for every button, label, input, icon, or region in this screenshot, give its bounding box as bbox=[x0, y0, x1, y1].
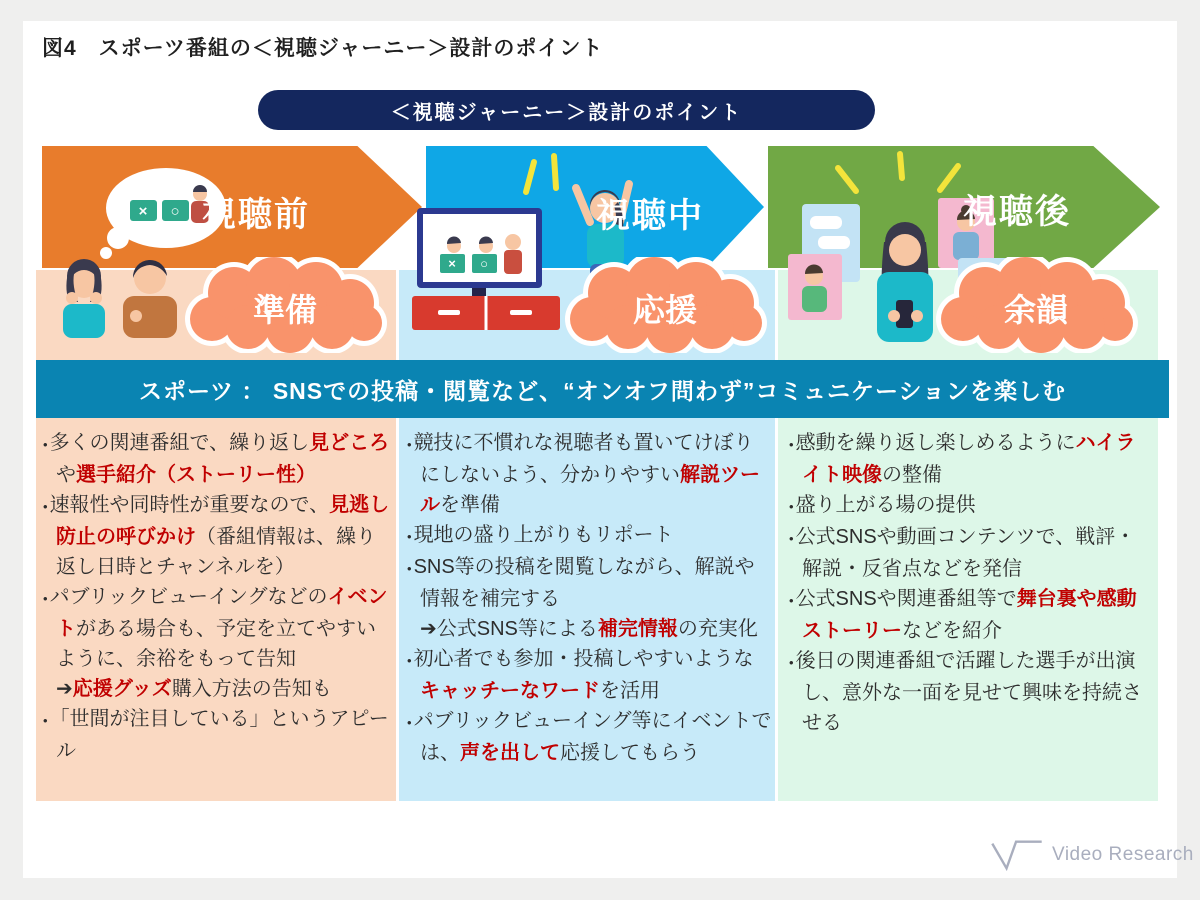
bullet-item bbox=[407, 552, 773, 614]
woman-watching-icon bbox=[63, 259, 105, 338]
woman-with-phone-icon bbox=[877, 222, 933, 342]
highlighted-text: 選手紹介（ストーリー性） bbox=[76, 464, 316, 486]
svg-text:○: ○ bbox=[170, 203, 180, 220]
bullet-item bbox=[43, 428, 393, 490]
body-text: 「世間が注目している」というアピール bbox=[49, 708, 389, 762]
highlighted-text: 舞台裏や感動ストーリー bbox=[802, 588, 1137, 642]
bullet-dot: • bbox=[789, 499, 794, 514]
bullet-item bbox=[789, 646, 1150, 738]
body-text: 応援してもらう bbox=[560, 742, 700, 764]
body-text: SNS等の投稿を閲覧しながら、解説や情報を補完する bbox=[413, 556, 755, 610]
bullet-item bbox=[43, 704, 393, 766]
bullet-dot: • bbox=[407, 529, 412, 544]
highlighted-text: イベント bbox=[56, 586, 388, 640]
bullet-dot: • bbox=[789, 531, 794, 546]
svg-text:×: × bbox=[448, 256, 456, 271]
body-text: パブリックビューイング等にイベントでは、 bbox=[413, 710, 772, 764]
highlighted-text: 解説ツール bbox=[420, 464, 760, 516]
body-text: 購入方法の告知も bbox=[171, 678, 332, 700]
cloud-preparation bbox=[182, 257, 387, 353]
tv-screen-icon bbox=[417, 208, 542, 296]
bullet-item bbox=[43, 582, 393, 674]
body-text: （番組情報は、繰り返し日時とチャンネルを） bbox=[56, 526, 376, 578]
body-text: の整備 bbox=[882, 464, 942, 486]
video-research-logo bbox=[990, 836, 1194, 874]
highlighted-text: キャッチーなワード bbox=[420, 680, 600, 702]
cloud-label-afterglow: 余韻 bbox=[1003, 292, 1069, 328]
body-text: 感動を繰り返し楽しめるように bbox=[795, 432, 1076, 454]
body-text: や bbox=[56, 464, 76, 486]
bullet-dot: • bbox=[407, 437, 412, 452]
bullet-sub-item bbox=[407, 614, 773, 644]
video-research-logo-text: Video Research bbox=[1052, 844, 1194, 865]
video-research-logo-mark bbox=[990, 836, 1044, 874]
body-text: の充実化 bbox=[677, 618, 758, 640]
bullet-item bbox=[789, 584, 1150, 646]
cloud-cheering bbox=[562, 257, 767, 353]
bullet-item bbox=[407, 644, 773, 706]
journey-design-badge-label: ＜視聴ジャーニー＞設計のポイント bbox=[390, 101, 743, 124]
bullet-item bbox=[43, 490, 393, 582]
man-watching-icon bbox=[123, 260, 177, 338]
arrow-label-after: 視聴後 bbox=[963, 193, 1071, 231]
highlighted-text: 応援グッズ bbox=[72, 678, 172, 700]
bullet-dot: • bbox=[407, 715, 412, 730]
body-text: 競技に不慣れな視聴者も置いてけぼりにしないよう、分かりやすい bbox=[413, 432, 754, 486]
body-text: 多くの関連番組で、繰り返し bbox=[49, 432, 310, 454]
cloud-label-cheering: 応援 bbox=[632, 292, 698, 328]
bullet-item bbox=[789, 428, 1150, 490]
body-text: 後日の関連番組で活躍した選手が出演し、意外な一面を見せて興味を持続させる bbox=[795, 650, 1142, 734]
body-text: 現地の盛り上がりもリポート bbox=[413, 524, 674, 546]
body-text: などを紹介 bbox=[902, 620, 1002, 642]
arrow-label-before: 視聴前 bbox=[202, 196, 310, 234]
highlighted-text: 見どころ bbox=[309, 432, 390, 454]
arrow-label-during: 視聴中 bbox=[596, 197, 704, 235]
bullets-during-viewing bbox=[407, 428, 773, 768]
highlighted-text: 補完情報 bbox=[597, 618, 678, 640]
body-text: がある場合も、予定を立てやすいように、余裕をもって告知 bbox=[56, 618, 376, 670]
highlighted-text: 見逃し防止の呼びかけ bbox=[56, 494, 390, 548]
bullet-dot: • bbox=[43, 437, 48, 452]
bullet-dot: • bbox=[43, 713, 48, 728]
sports-summary-bar bbox=[36, 360, 1169, 418]
svg-text:○: ○ bbox=[480, 256, 488, 271]
bullet-item bbox=[789, 490, 1150, 522]
highlighted-text: 声を出して bbox=[460, 742, 560, 764]
body-text: ➔公式SNS等による bbox=[420, 618, 598, 640]
figure-title: 図4 スポーツ番組の＜視聴ジャーニー＞設計のポイント bbox=[42, 37, 604, 60]
svg-text:×: × bbox=[138, 203, 148, 220]
photo-post-card-icon bbox=[788, 254, 842, 320]
cloud-afterglow bbox=[928, 257, 1143, 353]
excitement-lines-icon bbox=[838, 154, 958, 191]
body-text: 公式SNSや関連番組等で bbox=[795, 588, 1017, 610]
bullet-item bbox=[789, 522, 1150, 584]
highlighted-text: ハイライト映像 bbox=[802, 432, 1136, 486]
journey-design-badge bbox=[258, 90, 875, 130]
bullet-item bbox=[407, 706, 773, 768]
body-text: 速報性や同時性が重要なので、 bbox=[49, 494, 330, 516]
bullet-dot: • bbox=[43, 591, 48, 606]
body-text: パブリックビューイングなどの bbox=[49, 586, 328, 608]
body-text: 盛り上がる場の提供 bbox=[795, 494, 976, 516]
bullet-dot: • bbox=[407, 653, 412, 668]
bullets-before-viewing bbox=[43, 428, 393, 766]
bullet-dot: • bbox=[789, 655, 794, 670]
bullet-dot: • bbox=[407, 561, 412, 576]
cloud-label-preparation: 準備 bbox=[252, 292, 318, 328]
body-text: を活用 bbox=[600, 680, 660, 702]
bullet-dot: • bbox=[43, 499, 48, 514]
tv-cabinet-icon bbox=[412, 296, 560, 330]
body-text: 初心者でも参加・投稿しやすいような bbox=[413, 648, 754, 670]
bullet-item bbox=[407, 428, 773, 520]
sports-summary-text: スポーツ ： SNSでの投稿・閲覧など、“オンオフ問わず”コミュニケーションを楽しむ bbox=[138, 377, 1067, 404]
body-text: ➔ bbox=[56, 678, 73, 700]
bullet-dot: • bbox=[789, 593, 794, 608]
bullet-sub-item bbox=[43, 674, 393, 704]
bullet-item bbox=[407, 520, 773, 552]
body-text: 公式SNSや動画コンテンツで、戦評・解説・反省点などを発信 bbox=[795, 526, 1136, 580]
excitement-lines-icon bbox=[526, 156, 556, 192]
bullets-after-viewing bbox=[789, 428, 1150, 738]
bullet-dot: • bbox=[789, 437, 794, 452]
body-text: を準備 bbox=[440, 494, 500, 516]
